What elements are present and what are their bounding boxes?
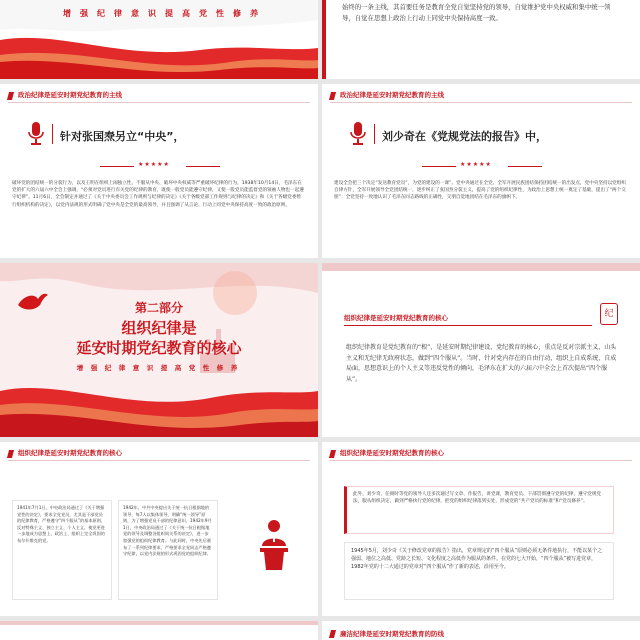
slogan-char: 强 bbox=[80, 9, 88, 18]
slogan-char: 党 bbox=[188, 364, 196, 372]
slogan-char: 强 bbox=[90, 364, 98, 372]
discipline-icon: 纪 bbox=[600, 303, 618, 325]
slide-organizational-discipline-2[interactable] bbox=[0, 442, 318, 616]
slide-organizational-discipline-1[interactable] bbox=[322, 263, 640, 437]
header-divider bbox=[330, 460, 632, 461]
header-accent bbox=[7, 92, 14, 100]
highlight-box-top bbox=[344, 486, 614, 534]
stars-divider bbox=[100, 162, 220, 170]
text-card-left bbox=[12, 500, 112, 600]
slogan-char: 高 bbox=[174, 364, 182, 372]
body-text: 组织纪律教育是党纪教育的“根”，是延安时期纪律建设、党纪教育的核心，重点是反对宗派主义、山头主义和无纪律无政府状态，做到“四个服从”。当时，针对党内存在的自由行动，组织上自成系统、自成局面，思想意识上的个人主义等违反党性的倾向，毛泽东在扩大的六届六中全会上首次提出“四个服从”。 bbox=[346, 344, 617, 383]
continuation-text: 始终的一条主线，其首要任务是教育全党自觉坚持党的领导，自觉维护党中央权威和集中统一领导，自觉在思想上政治上行动上同党中央保持高度一致。 bbox=[342, 3, 611, 22]
slide-cover-part1-bottom[interactable] bbox=[0, 0, 318, 79]
slide-organizational-discipline-3[interactable] bbox=[322, 442, 640, 616]
slogan-char: 增 bbox=[63, 9, 71, 18]
section-title-line1: 组织纪律是 bbox=[121, 319, 197, 337]
top-red-band bbox=[322, 263, 640, 271]
header-divider bbox=[8, 460, 310, 461]
text-card-middle bbox=[118, 500, 218, 600]
slogan-row bbox=[60, 8, 261, 20]
slogan-char: 纪 bbox=[104, 364, 112, 372]
slide-header bbox=[0, 84, 318, 106]
slogan-char: 识 bbox=[146, 364, 154, 372]
headline-divider bbox=[374, 124, 375, 144]
slogan-char: 律 bbox=[118, 364, 126, 372]
card-text: 1941年7月1日，中央政治局通过了《关于增强党性的决定》，要求全党党员，尤其是干部党员的纪律教育，严格遵守“四个服从”的基本原则，反对特殊主义、独立主义、个人主义，使党更进一步地成为思想上、政治上、组织上完全巩固的布尔什维克的党。 bbox=[17, 505, 106, 543]
slogan-char: 党 bbox=[199, 9, 207, 18]
slide-section-cover-part2[interactable] bbox=[0, 263, 318, 437]
star-icons: ★★★★★ bbox=[138, 161, 170, 168]
header-title: 廉洁纪律是延安时期党纪教育的防线 bbox=[340, 630, 444, 638]
slogan-char: 养 bbox=[230, 364, 238, 372]
slogan-char: 性 bbox=[216, 9, 224, 18]
card-text: 1942年，中共中央提出关于统一抗日根据地的领导，每7人以集体领导，明确“统一领导”原则，为了增强党员干部的纪律意识，1942年9月1日，中央政治局通过了《关于统一抗日根据地党的领导及调整各组织间关系的决定》，进一步加强党的组织纪律教育。与此同时，中央先后颁布了一系列纪律要求，严格要求全党同志严格遵守纪律，以党内法规的形式巩固党的组织纪律。 bbox=[123, 505, 212, 557]
slide-header bbox=[322, 84, 640, 106]
slogan-char: 纪 bbox=[97, 9, 105, 18]
header-divider bbox=[330, 102, 632, 103]
slogan-char: 修 bbox=[233, 9, 241, 18]
slide-political-discipline-2[interactable] bbox=[322, 84, 640, 258]
header-title: 组织纪律是延安时期党纪教育的核心 bbox=[18, 449, 122, 457]
slide-text-continuation[interactable] bbox=[322, 0, 640, 79]
slogan-char: 提 bbox=[165, 9, 173, 18]
header-accent bbox=[329, 92, 336, 100]
slogan-row bbox=[74, 363, 240, 372]
slide-political-discipline-1[interactable] bbox=[0, 84, 318, 258]
header-divider bbox=[344, 325, 592, 326]
part-label: 第二部分 bbox=[134, 301, 183, 315]
slogan-char: 识 bbox=[148, 9, 156, 18]
slide-integrity-discipline-2[interactable] bbox=[322, 621, 640, 640]
header-title: 政治纪律是延安时期党纪教育的主线 bbox=[18, 91, 122, 99]
slogan-char: 性 bbox=[202, 364, 210, 372]
slogan-char: 养 bbox=[250, 9, 258, 18]
accent-bar bbox=[322, 0, 326, 79]
slogan-char: 高 bbox=[182, 9, 190, 18]
slide-integrity-discipline-1[interactable] bbox=[0, 621, 318, 640]
slogan-char: 意 bbox=[131, 9, 139, 18]
headline: 刘少奇在《党规党法的报告》中， bbox=[382, 130, 547, 143]
header-accent bbox=[329, 630, 336, 638]
slide-header: 组织纪律是延安时期党纪教育的核心 bbox=[344, 314, 448, 322]
header-accent bbox=[7, 450, 14, 458]
header-accent bbox=[329, 450, 336, 458]
headline: 针对张国焘另立“中央”， bbox=[60, 130, 185, 143]
header-divider bbox=[8, 102, 310, 103]
header-title: 组织纪律是延安时期党纪教育的核心 bbox=[340, 449, 444, 457]
header-title: 政治纪律是延安时期党纪教育的主线 bbox=[340, 91, 444, 99]
slide-header bbox=[322, 442, 640, 464]
microphone-icon bbox=[28, 122, 44, 146]
slogan-char: 提 bbox=[160, 364, 168, 372]
slogan-char: 修 bbox=[216, 364, 224, 372]
body-text: 破坏党的团结统一的分裂行为，以及王明在组织上闹独立性、不服从中央、破坏中央权威等严重破坏纪律的行为，1938年10月14日，毛泽东在党的扩大的六届六中全会上强调，“必须对党员进行有关党的纪律的教育，既使一般党员能遵守纪律，又使一般党员能监督党的领袖人物也一起遵守纪律”。11月6日，全会制定并通过了《关于中央委员会工作规则与纪律的决定》《关于各级党部工作规则与纪律的决定》和《关于各级党委暂行组织机构的决定》，以党内法规的形式明确了党中央是全党的最高领导，并且强调了从言论、行动上同党中央保持高度一致的政治原则。 bbox=[12, 181, 304, 208]
slide-header bbox=[0, 442, 318, 464]
slogan-char: 律 bbox=[114, 9, 122, 18]
slogan-char: 意 bbox=[132, 364, 140, 372]
microphone-icon bbox=[350, 122, 366, 146]
highlight-box-bottom bbox=[344, 542, 614, 600]
stars-divider bbox=[422, 162, 542, 170]
speaker-podium-icon bbox=[254, 518, 294, 570]
box-text: 此外，刘少奇、任弼时等党的领导人还多次通过写文章、作报告、讲党课，教育党员、干部贯彻遵守党的纪律，遵守党规党法，服从组织决定，做到严格执行党的纪律，把党的组织纪律落到实处，形成党的“共产党员的标准”和“党员修养”。 bbox=[353, 492, 602, 504]
slogan-char: 增 bbox=[76, 364, 84, 372]
body-text: 建设全会把三个决定“发送教育党员”，为党的建设的一课”。党中央通过在全党、全军开展民族团结保持团结统一的出发点，党中央坚持以党组织自律方针，全军开展领导全党团结统一，逐步纠正了张国焘分裂主义，提高了党的组织纪律性，为政治上思想上统一奠定了基础，提出了“两个交朋”：全党坚持一致地认识了毛泽东同志路线的正确性，交朋自觉地团结在毛泽东的旗帜下。 bbox=[334, 181, 626, 201]
box-text: 1945年5月，刘少奇《关于修改党章的报告》指出，党章规定的“四个服从”原则必须无条件地执行，不能以某个之强弱、地位之高低、党龄之长短、文化程度之高低作为服从的条件。在党的七大开始，“四个服从”被写进党章，1982年党的十二大通过的党章对“四个服从”作了新的表述，沿用至今。 bbox=[351, 548, 603, 570]
headline-divider bbox=[52, 124, 53, 144]
section-title-line2: 延安时期党纪教育的核心 bbox=[76, 339, 242, 357]
star-icons: ★★★★★ bbox=[460, 161, 492, 168]
top-red-band bbox=[0, 621, 318, 625]
